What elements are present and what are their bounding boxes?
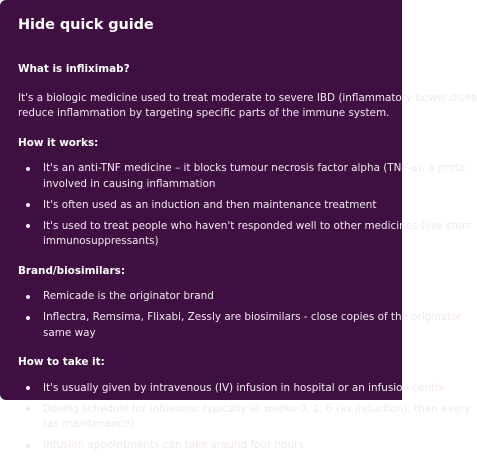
brand-biosimilars-list [18,289,462,341]
paragraph-line: reduce inflammation by targeting specific parts of the immune system. [18,107,390,119]
list-item [18,289,438,305]
how-it-works-heading: How it works: [18,136,99,149]
quick-guide-content [18,62,477,459]
list-item-line: involved in causing inflammation [43,177,216,190]
list-item-line: same way [43,326,96,339]
list-item-line: (as maintenance) [43,418,135,430]
list-item-line: immunosuppressants) [43,235,159,247]
list-item [18,219,472,250]
how-to-take-list [18,381,471,454]
list-item-line: Infusion appointments can take around four hours [43,439,304,451]
how-it-works-list [18,161,472,250]
list-item [18,381,446,397]
list-item [18,161,466,192]
list-item-line: Dosing schedule for infusions: typically at weeks 0, 2, 6 (as induction), then every [43,402,471,415]
list-item-line: It's usually given by intravenous (IV) infusion in hospital or an infusion centre [43,381,446,394]
paragraph-line: It's a biologic medicine used to treat moderate to severe IBD (inflammatory bowel disea [18,91,477,104]
list-item [18,198,438,214]
list-item-line: It's often used as an induction and then maintenance treatment [43,198,377,211]
list-item [18,310,462,341]
list-item-line: It's an anti-TNF medicine – it blocks tumour necrosis factor alpha (TNF-a), a prote [43,162,466,174]
what-is-heading: What is infliximab? [18,63,130,75]
list-item [18,402,471,433]
hide-quick-guide-toggle[interactable]: Hide quick guide [18,17,154,33]
how-to-take-heading: How to take it: [18,356,105,368]
brand-biosimilars-heading: Brand/biosimilars: [18,264,125,277]
what-is-paragraph [18,91,477,122]
list-item-line: Remicade is the originator brand [43,290,214,302]
list-item [18,438,438,454]
list-item-line: Inflectra, Remsima, Flixabi, Zessly are biosimilars - close copies of the originator [43,311,462,323]
list-item-line: It's used to treat people who haven't responded well to other medicines (like sterc [43,219,472,232]
